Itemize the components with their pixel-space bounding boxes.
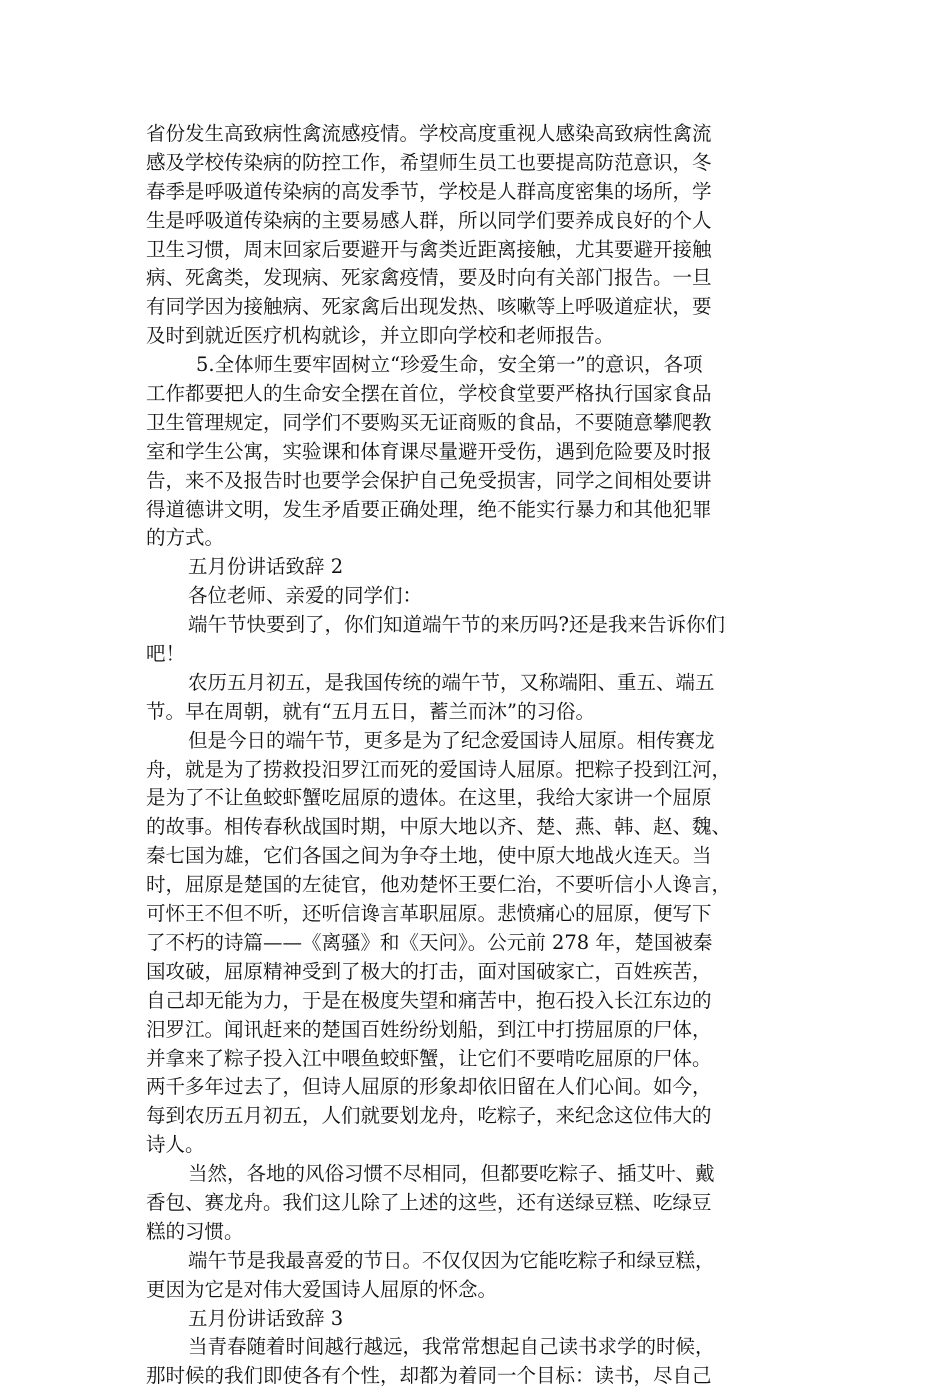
text-line: 卫生习惯，周末回家后要避开与禽类近距离接触，尤其要避开接触: [146, 237, 712, 261]
text-line: 有同学因为接触病、死家禽后出现发热、咳嗽等上呼吸道症状，要: [146, 295, 712, 319]
text-line: 两千多年过去了，但诗人屈原的形象却依旧留在人们心间。如今，: [146, 1075, 712, 1099]
text-line: 的故事。相传春秋战国时期，中原大地以齐、楚、燕、韩、赵、魏、: [146, 815, 732, 839]
text-line: 了不朽的诗篇——《离骚》和《天问》。公元前 278 年，楚国被秦: [146, 930, 713, 954]
text-line: 省份发生高致病性禽流感疫情。学校高度重视人感染高致病性禽流: [146, 122, 712, 145]
text-line: 那时候的我们即使各有个性，却都为着同一个目标：读书，尽自己: [146, 1364, 712, 1388]
numbered-paragraph-start: 5.全体师生要牢固树立“珍爱生命，安全第一”的意识，各项: [196, 353, 703, 377]
text-line: 工作都要把人的生命安全摆在首位，学校食堂要严格执行国家食品: [146, 382, 712, 406]
paragraph-start: 端午节是我最喜爱的节日。不仅仅因为它能吃粽子和绿豆糕，: [188, 1248, 715, 1272]
text-line: 国攻破，屈原精神受到了极大的打击，面对国破家亡，百姓疾苦，: [146, 959, 712, 983]
text-line: 告，来不及报告时也要学会保护自己免受损害，同学之间相处要讲: [146, 468, 712, 492]
text-line: 每到农历五月初五，人们就要划龙舟，吃粽子，来纪念这位伟大的: [146, 1104, 712, 1128]
text-line: 时，屈原是楚国的左徒官，他劝楚怀王要仁治，不要听信小人谗言，: [146, 873, 732, 897]
paragraph-start: 当然，各地的风俗习惯不尽相同，但都要吃粽子、插艾叶、戴: [188, 1162, 715, 1186]
text-line: 得道德讲文明，发生矛盾要正确处理，绝不能实行暴力和其他犯罪: [146, 497, 712, 521]
text-line: 室和学生公寓，实验课和体育课尽量避开受伤，遇到危险要及时报: [146, 439, 712, 463]
paragraph-start: 端午节快要到了，你们知道端午节的来历吗?还是我来告诉你们: [188, 613, 725, 637]
text-line: 糕的习惯。: [146, 1219, 244, 1243]
text-line: 吧！: [146, 642, 186, 666]
text-line: 香包、赛龙舟。我们这儿除了上述的这些，还有送绿豆糕、吃绿豆: [146, 1190, 712, 1214]
text-line: 的方式。: [146, 526, 225, 550]
paragraph-start: 农历五月初五，是我国传统的端午节，又称端阳、重五、端五: [188, 670, 715, 694]
text-line: 及时到就近医疗机构就诊，并立即向学校和老师报告。: [146, 324, 615, 348]
text-line: 节。早在周朝，就有“五月五日，蓄兰而沐”的习俗。: [146, 699, 595, 723]
text-line: 汨罗江。闻讯赶来的楚国百姓纷纷划船，到江中打捞屈原的尸体，: [146, 1017, 712, 1041]
text-line: 诗人。: [146, 1133, 205, 1157]
text-line: 自己却无能为力，于是在极度失望和痛苦中，抱石投入长江东边的: [146, 988, 712, 1012]
text-line: 舟，就是为了捞救投汨罗江而死的爱国诗人屈原。把粽子投到江河，: [146, 757, 732, 781]
text-line: 并拿来了粽子投入江中喂鱼蛟虾蟹，让它们不要啃吃屈原的尸体。: [146, 1046, 712, 1070]
text-line: 感及学校传染病的防控工作，希望师生员工也要提高防范意识，冬: [146, 150, 712, 174]
salutation: 各位老师、亲爱的同学们：: [188, 584, 423, 608]
text-line: 秦七国为雄，它们各国之间为争夺土地，使中原大地战火连天。当: [146, 844, 712, 868]
paragraph-start: 当青春随着时间越行越远，我常常想起自己读书求学的时候，: [188, 1335, 715, 1359]
text-line: 春季是呼吸道传染病的高发季节，学校是人群高度密集的场所，学: [146, 179, 712, 203]
text-line: 病、死禽类，发现病、死家禽疫情，要及时向有关部门报告。一旦: [146, 266, 712, 290]
text-line: 是为了不让鱼蛟虾蟹吃屈原的遗体。在这里，我给大家讲一个屈原: [146, 786, 712, 810]
text-line: 可怀王不但不听，还听信谗言革职屈原。悲愤痛心的屈原，便写下: [146, 902, 712, 926]
paragraph-start: 但是今日的端午节，更多是为了纪念爱国诗人屈原。相传赛龙: [188, 728, 715, 752]
section-heading: 五月份讲话致辞 3: [188, 1306, 344, 1330]
text-line: 更因为它是对伟大爱国诗人屈原的怀念。: [146, 1277, 498, 1301]
text-line: 卫生管理规定，同学们不要购买无证商贩的食品，不要随意攀爬教: [146, 410, 712, 434]
document-body: [146, 120, 806, 1391]
text-line: 生是呼吸道传染病的主要易感人群，所以同学们要养成良好的个人: [146, 208, 712, 232]
section-heading: 五月份讲话致辞 2: [188, 555, 344, 579]
